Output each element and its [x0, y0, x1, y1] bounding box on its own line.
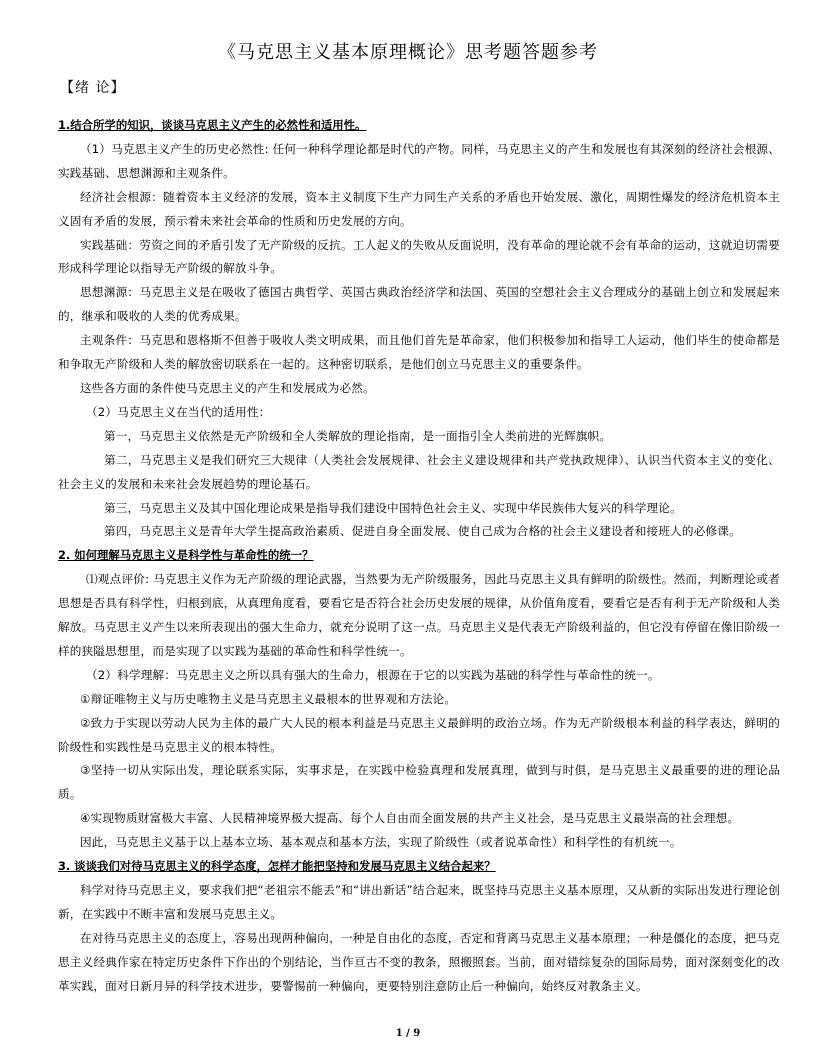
paragraph: 这些各方面的条件使马克思主义的产生和发展成为必然。: [80, 380, 375, 395]
document-title: 《马克思主义基本原理概论》思考题答题参考: [218, 42, 598, 63]
paragraph: ①辩证唯物主义与历史唯物主义是马克思主义最根本的世界观和方法论。: [80, 691, 457, 706]
question-heading: 2. 如何理解马克思主义是科学性与革命性的统一？: [58, 548, 314, 563]
paragraph: 科学对待马克思主义，要求我们把“老祖宗不能丢”和“讲出新话”结合起来，既坚持马克思主义基本原理，又从新的实际出发进行理论创新，在实践中不断丰富和发展马克思主义。: [58, 883, 780, 921]
paragraph: 实践基础：劳资之间的矛盾引发了无产阶级的反抗。工人起义的失败从反面说明，没有革命的理论就不会有革命的运动，这就迫切需要形成科学理论以指导无产阶级的解放斗争。: [58, 237, 780, 276]
paragraph: ③坚持一切从实际出发，理论联系实际，实事求是，在实践中检验真理和发展真理，做到与时俱，是马克思主义最重要的进的理论品质。: [58, 763, 780, 802]
section-heading: 【绪 论】: [60, 80, 126, 96]
paragraph: 第四，马克思主义是青年大学生提高政治素质、促进自身全面发展、使自己成为合格的社会主义建设者和接班人的必修课。: [104, 524, 741, 539]
paragraph: 第一，马克思主义依然是无产阶级和全人类解放的理论指南，是一面指引全人类前进的光辉旗帜。: [104, 428, 612, 443]
paragraph: 思想渊源：马克思主义是在吸收了德国古典哲学、英国古典政治经济学和法国、英国的空想社会主义合理成分的基础上创立和发展起来的，继承和吸收的人类的优秀成果。: [58, 285, 780, 324]
paragraph: ⑴观点评价: 马克思主义作为无产阶级的理论武器，当然要为无产阶级服务，因此马克思主义具有鲜明的阶级性。然而，判断理论或者思想是否具有科学性，归根到底，从真理角度看，要看它是否符合社会历史发展的规律，从价值角度看，要看它是否有利于无产阶级和人类解放。马克思主义产生以来所表现出的强大生命力，就充分说明了这一点。马克思主义是代表无产阶级利益的，但它没有停留在像旧阶级一样的狭隘思想里，而是实现了以实践为基础的革命性和科学性统一。: [58, 572, 780, 658]
paragraph: 在对待马克思主义的态度上，容易出现两种偏向，一种是自由化的态度，否定和背离马克思主义基本原理；一种是僵化的态度，把马克思主义经典作家在特定历史条件下作出的个别结论，当作亘古不变的教条，照搬照套。当前，面对错综复杂的国际局势，面对深刻变化的改革实践，面对日新月异的科学技术进步，要警惕前一种偏向，更要特别注意防止后一种偏向，始终反对教条主义。: [58, 930, 780, 993]
question-heading: 3. 谈谈我们对待马克思主义的科学态度，怎样才能把坚持和发展马克思主义结合起来？: [58, 859, 496, 874]
paragraph: ④实现物质财富极大丰富、人民精神境界极大提高、每个人自由而全面发展的共产主义社会，是马克思主义最崇高的社会理想。: [80, 811, 740, 826]
paragraph: 第二，马克思主义是我们研究三大规律（人类社会发展规律、社会主义建设规律和共产党执政规律）、认识当代资本主义的变化、社会主义的发展和未来社会发展趋势的理论基石。: [58, 452, 780, 491]
paragraph: （1）马克思主义产生的历史必然性: 任何一种科学理论都是时代的产物。同样，马克思主义的产生和发展也有其深刻的经济社会根源、实践基础、思想渊源和主观条件。: [58, 141, 780, 180]
paragraph: 经济社会根源：随着资本主义经济的发展，资本主义制度下生产力同生产关系的矛盾也开始发展、激化，周期性爆发的经济危机资本主义固有矛盾的发展，预示着未来社会革命的性质和历史发展的方向。: [58, 189, 780, 228]
paragraph: （2）科学理解：马克思主义之所以具有强大的生命力，根源在于它的以实践为基础的科学性与革命性的统一。: [86, 667, 660, 682]
question-heading: 1.结合所学的知识，谈谈马克思主义产生的必然性和适用性。: [58, 118, 367, 132]
paragraph: 主观条件：马克思和恩格斯不但善于吸收人类文明成果，而且他们首先是革命家，他们积极参加和指导工人运动，他们毕生的使命都是和争取无产阶级和人类的解放密切联系在一起的。这种密切联系，是他们创立马克思主义的重要条件。: [58, 333, 780, 372]
paragraph: （2）马克思主义在当代的适用性：: [86, 404, 271, 419]
paragraph: ②致力于实现以劳动人民为主体的最广大人民的根本利益是马克思主义最鲜明的政治立场。作为无产阶级根本利益的科学表达，鲜明的阶级性和实践性是马克思主义的根本特性。: [58, 715, 780, 754]
document-body: [58, 114, 780, 999]
paragraph: 第三，马克思主义及其中国化理论成果是指导我们建设中国特色社会主义、实现中华民族伟大复兴的科学理论。: [104, 500, 682, 515]
page-number: 1 / 9: [395, 1028, 421, 1039]
paragraph: 因此，马克思主义基于以上基本立场、基本观点和基本方法，实现了阶级性（或者说革命性）和科学性的有机统一。: [80, 835, 682, 850]
